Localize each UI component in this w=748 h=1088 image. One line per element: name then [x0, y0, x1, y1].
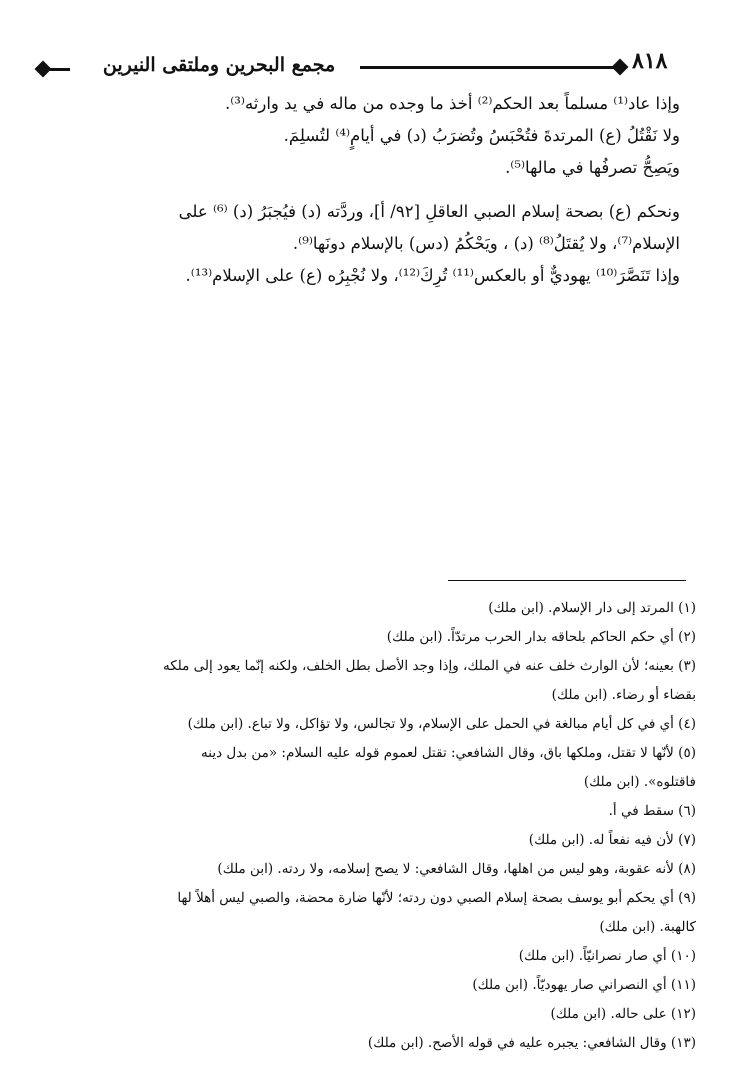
footnote-line: (١١) أي النصراني صار يهوديّاً. (ابن ملك): [472, 977, 696, 993]
footnote-line: (١) المرتد إلى دار الإسلام. (ابن ملك): [488, 600, 696, 616]
main-line: وإذا تَنَصَّرَ⁽¹⁰⁾ يهوديٌّ أو بالعكس⁽¹¹⁾ تُرِكَ⁽¹²⁾، ولا نُجْبِرُه (ع) على الإسلام⁽¹³⁾.: [185, 266, 680, 285]
page-number: ٨١٨: [632, 48, 668, 74]
footnote-line: (٤) أي في كل أيام مبالغة في الحمل على الإسلام، ولا تجالس، ولا تؤاكل، ولا تباع. (ابن ملك): [187, 716, 696, 732]
footnote-line: (٥) لأنّها لا تقتل، وملكها باق، وقال الشافعي: تقتل لعموم قوله عليه السلام: «من بدل دينه: [201, 745, 696, 761]
footnote-line: (٦) سقط في أ.: [608, 803, 696, 819]
footnote-line: (١٢) على حاله. (ابن ملك): [550, 1006, 696, 1022]
footnotes: [66, 594, 696, 1058]
footnote-line: (٧) لأن فيه نفعاً له. (ابن ملك): [528, 832, 696, 848]
header-rule-left: [48, 68, 70, 71]
footnote-line: (٩) أي يحكم أبو يوسف بصحة إسلام الصبي دون ردته؛ لأنّها ضارة محضة، والصبي ليس أهلاً لها: [177, 890, 696, 906]
footnote-line: (٨) لأنه عقوبة، وهو ليس من اهلها، وقال الشافعي: لا يصح إسلامه، ولا ردته. (ابن ملك): [217, 861, 696, 877]
main-line: الإسلام⁽⁷⁾، ولا يُقتَلُ⁽⁸⁾ (د) ، ويَحْكُمُ (دس) بالإسلام دونَها⁽⁹⁾.: [292, 234, 680, 253]
header-rule-right: [360, 66, 618, 69]
footnote-line: (١٣) وقال الشافعي: يجبره عليه في قوله الأصح. (ابن ملك): [367, 1035, 696, 1051]
main-line: ويَصِحُّ تصرفُها في مالها⁽⁵⁾.: [505, 158, 680, 177]
main-line: ولا نَقْتُلُ (ع) المرتدةَ فتُحْبَسُ وتُضرَبُ (د) في أيامٍ⁽⁴⁾ لتُسلِمَ.: [283, 126, 680, 145]
footnote-separator: [448, 580, 686, 581]
main-line: ونحكم (ع) بصحة إسلام الصبي العاقلِ [٩٢/ أ]، وردَّته (د) فيُجبَرُ (د) ⁽⁶⁾ على: [178, 202, 680, 221]
diamond-ornament-right: [612, 59, 629, 76]
running-header: [34, 46, 680, 82]
footnote-line: فاقتلوه». (ابن ملك): [583, 774, 696, 790]
footnote-line: كالهبة. (ابن ملك): [599, 919, 696, 935]
footnote-line: (١٠) أي صار نصرانيّاً. (ابن ملك): [518, 948, 696, 964]
footnote-line: (٢) أي حكم الحاكم بلحاقه بدار الحرب مرتدّاً. (ابن ملك): [386, 629, 696, 645]
book-title: مجمع البحرين وملتقى النيرين: [102, 54, 336, 76]
footnote-line: (٣) بعينه؛ لأن الوارث خلف عنه في الملك، وإذا وجد الأصل بطل الخلف، ولكنه إنّما يعود إلى ملكه: [162, 658, 696, 674]
footnote-line: بقضاء أو رضاء. (ابن ملك): [551, 687, 696, 703]
main-line: وإذا عاد⁽¹⁾ مسلماً بعد الحكم⁽²⁾ أخذ ما وجده من ماله في يد وارثه⁽³⁾.: [224, 94, 680, 113]
main-text: [70, 88, 680, 292]
